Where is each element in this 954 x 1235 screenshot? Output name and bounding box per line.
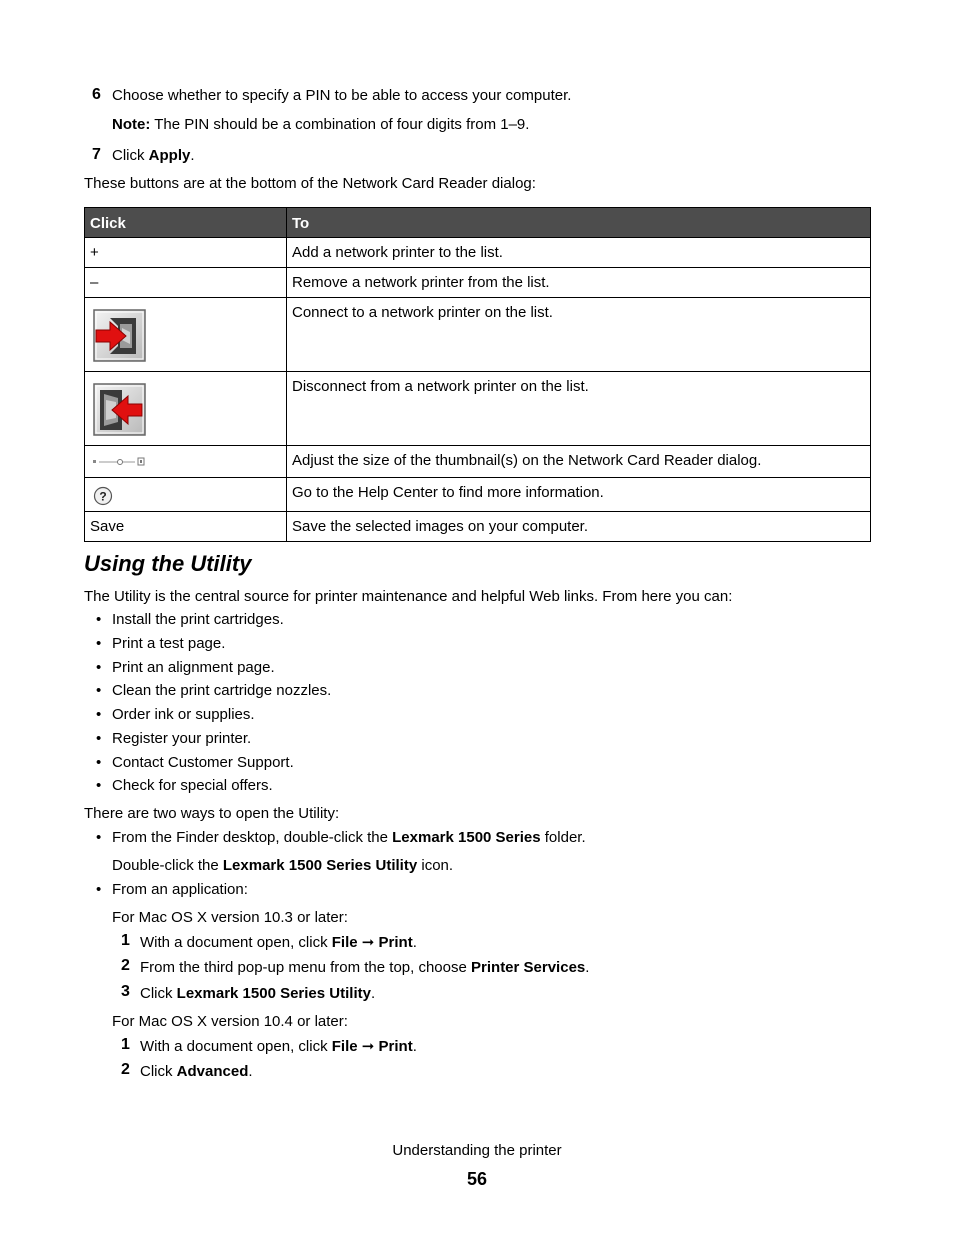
list-item: Order ink or supplies.: [112, 706, 255, 723]
step-6-text: Choose whether to specify a PIN to be able to access your computer.: [112, 87, 572, 104]
table-row: [85, 298, 871, 372]
click-cell: [85, 478, 287, 512]
mac-103-step: [140, 934, 417, 952]
step-bold: Lexmark 1500 Series Utility: [176, 985, 371, 1002]
step-6-note: [112, 116, 529, 134]
mac-104-label: For Mac OS X version 10.4 or later:: [112, 1013, 348, 1030]
utility-intro: The Utility is the central source for printer maintenance and helpful Web links. From here you can:: [84, 588, 733, 605]
way-1-sub-post: icon.: [417, 857, 454, 874]
step-7-text: [112, 147, 195, 165]
header-click: Click: [85, 208, 287, 238]
list-item: Clean the print cartridge nozzles.: [112, 682, 332, 699]
list-item: Register your printer.: [112, 730, 252, 747]
bullet-icon: •: [96, 829, 102, 846]
step-bold-print: Print: [378, 934, 413, 951]
list-item: Install the print cartridges.: [112, 611, 284, 628]
page-number: 56: [466, 1169, 488, 1189]
bullet-icon: •: [96, 730, 102, 747]
table-intro: These buttons are at the bottom of the Network Card Reader dialog:: [84, 175, 536, 192]
to-cell: Connect to a network printer on the list.: [287, 298, 871, 372]
click-cell: [85, 298, 287, 372]
note-label: Note:: [112, 116, 151, 133]
bullet-icon: •: [96, 611, 102, 628]
table-row: [85, 268, 871, 298]
step-bold: Printer Services: [471, 959, 586, 976]
list-item: Print an alignment page.: [112, 659, 275, 676]
way-1-bold: Lexmark 1500 Series: [392, 829, 541, 846]
mac-103-step: [140, 985, 375, 1003]
step-7-post: .: [190, 147, 195, 164]
way-1-sub-pre: Double-click the: [112, 857, 223, 874]
table-row: [85, 238, 871, 268]
mac-103-label: For Mac OS X version 10.3 or later:: [112, 909, 348, 926]
way-1-sub: [112, 857, 453, 875]
step-pre: Click: [140, 1063, 177, 1080]
svg-text:?: ?: [99, 489, 107, 504]
step-pre: With a document open, click: [140, 934, 332, 951]
mac-103-step-number: 2: [121, 957, 130, 974]
help-icon: [93, 486, 113, 506]
step-pre: With a document open, click: [140, 1038, 332, 1055]
to-cell: Save the selected images on your computer.: [287, 512, 871, 542]
footer-section: Understanding the printer: [392, 1142, 562, 1159]
step-bold-file: File: [331, 934, 358, 951]
to-cell: Go to the Help Center to find more information.: [287, 478, 871, 512]
table-row: [85, 512, 871, 542]
table-row: [85, 478, 871, 512]
way-1-post: folder.: [540, 829, 586, 846]
size-slider-icon: [90, 455, 146, 469]
way-1-sub-bold: Lexmark 1500 Series Utility: [222, 857, 418, 874]
click-cell: +: [85, 238, 287, 268]
step-7-apply: Apply: [148, 147, 191, 164]
mac-104-step: [140, 1063, 253, 1081]
mac-104-step-number: 2: [121, 1061, 130, 1078]
step-post: .: [412, 1038, 417, 1055]
mac-103-step-number: 3: [121, 983, 130, 1000]
step-post: .: [248, 1063, 253, 1080]
mac-103-step: [140, 959, 589, 977]
mac-104-step-number: 1: [121, 1036, 130, 1053]
step-pre: From the third pop-up menu from the top, choose: [140, 959, 472, 976]
note-text: The PIN should be a combination of four digits from 1–9.: [150, 116, 530, 133]
bullet-icon: •: [96, 659, 102, 676]
list-item: Print a test page.: [112, 635, 226, 652]
way-1: [112, 829, 586, 847]
step-pre: Click: [140, 985, 177, 1002]
step-6-number: 6: [92, 86, 101, 103]
menu-arrow-icon: ➞: [357, 1038, 379, 1055]
bullet-icon: •: [96, 754, 102, 771]
table-row: [85, 446, 871, 478]
buttons-table: [84, 207, 871, 542]
header-to: To: [287, 208, 871, 238]
way-1-pre: From the Finder desktop, double-click the: [112, 829, 393, 846]
step-post: .: [370, 985, 376, 1002]
bullet-icon: •: [96, 635, 102, 652]
step-7-pre: Click: [112, 147, 149, 164]
to-cell: Adjust the size of the thumbnail(s) on the Network Card Reader dialog.: [287, 446, 871, 478]
mac-104-step: [140, 1038, 417, 1056]
to-cell: Remove a network printer from the list.: [287, 268, 871, 298]
click-cell: [85, 446, 287, 478]
bullet-icon: •: [96, 682, 102, 699]
step-bold-print: Print: [378, 1038, 413, 1055]
bullet-icon: •: [96, 706, 102, 723]
two-ways-text: There are two ways to open the Utility:: [84, 805, 340, 822]
connect-icon: [92, 308, 148, 364]
way-2: From an application:: [112, 881, 248, 898]
step-bold-file: File: [331, 1038, 358, 1055]
table-header-row: [85, 208, 871, 238]
list-item: Contact Customer Support.: [112, 754, 294, 771]
step-bold: Advanced: [176, 1063, 249, 1080]
table-row: [85, 372, 871, 446]
click-cell: [85, 372, 287, 446]
click-cell: –: [85, 268, 287, 298]
disconnect-icon: [92, 382, 148, 438]
step-post: .: [585, 959, 590, 976]
click-cell: Save: [85, 512, 287, 542]
to-cell: Add a network printer to the list.: [287, 238, 871, 268]
list-item: Check for special offers.: [112, 777, 273, 794]
bullet-icon: •: [96, 881, 102, 898]
step-post: .: [412, 934, 417, 951]
step-7-number: 7: [92, 146, 101, 163]
bullet-icon: •: [96, 777, 102, 794]
mac-103-step-number: 1: [121, 932, 130, 949]
to-cell: Disconnect from a network printer on the list.: [287, 372, 871, 446]
section-title: Using the Utility: [84, 551, 252, 576]
menu-arrow-icon: ➞: [357, 934, 379, 951]
